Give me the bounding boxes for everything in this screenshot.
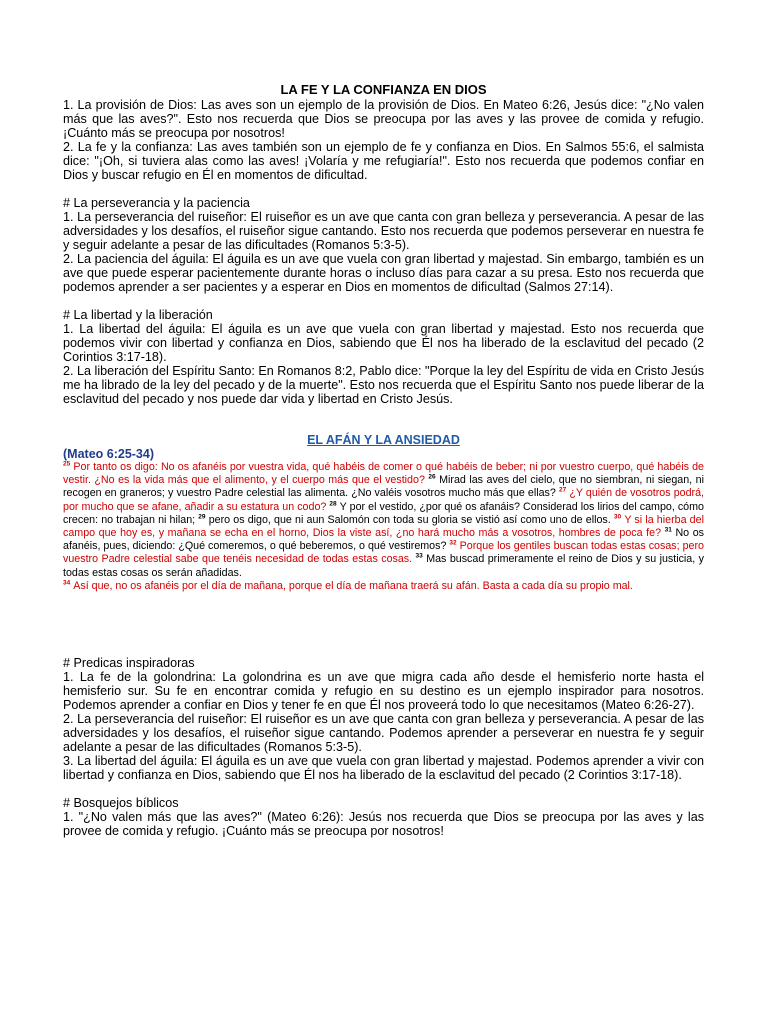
paragraph: 1. "¿No valen más que las aves?" (Mateo 6:26): Jesús nos recuerda que Dios se preocupa por las aves y las provee de comida y refugio. ¡Cuánto más se preocupa por nosotros! [63, 810, 704, 839]
section-heading: # Predicas inspiradoras [63, 656, 195, 671]
verse-number: 32 [449, 539, 457, 547]
paragraph: 2. La liberación del Espíritu Santo: En Romanos 8:2, Pablo dice: "Porque la ley del Espíritu de vida en Cristo Jesús me ha librado de la ley del pecado y de la muerte". Esto nos recuerda que el Espíritu Santo nos puede liberar de la esclavitud del pecado y nos puede dar vida y libertad en Cristo Jesús. [63, 364, 704, 406]
verse-text: Así que, no os afanéis por el día de mañana, porque el día de mañana traerá su afán. Basta a cada día su propio mal. [73, 579, 633, 592]
verse-number: 31 [664, 526, 672, 534]
verse-number: 27 [558, 486, 567, 494]
verse-text: Por tanto os digo: No os afanéis por vuestra vida, qué habéis de comer o qué habéis de beber; ni por vuestro cuerpo, qué habéis de vestir. ¿No es la vida más que el alimento, y el cuerpo más que el vestido? [63, 461, 704, 487]
paragraph: 2. La paciencia del águila: El águila es un ave que vuela con gran libertad y majestad. Sin embargo, también es un ave que puede esperar pacientemente durante horas o incluso días para cazar a su presa. Esto nos recuerda que podemos aprender a ser pacientes y a esperar en Dios en momentos de dificultad (Salmos 27:14). [63, 252, 704, 294]
section-heading: # La perseverancia y la paciencia [63, 196, 250, 210]
verse-number: 34 [63, 579, 71, 587]
verse-number: 25 [63, 460, 71, 468]
paragraph: 1. La libertad del águila: El águila es un ave que vuela con gran libertad y majestad. Esto nos recuerda que podemos vivir con libertad y confianza en Dios, sabiendo que Él nos ha liberado de la esclavitud del pecado (2 Corintios 3:17-18). [63, 322, 704, 364]
section-heading: # Bosquejos bíblicos [63, 796, 179, 811]
verse-text: pero os digo, que ni aun Salomón con toda su gloria se vistió así como uno de ellos. [208, 513, 611, 526]
verse-text: Mas buscad primeramente el reino de Dios y su justicia, y todas estas cosas os serán añadidas. [63, 553, 704, 579]
paragraph: 1. La perseverancia del ruiseñor: El ruiseñor es un ave que canta con gran belleza y perseverancia. A pesar de las adversidades y los desafíos, el ruiseñor sigue cantando. Esto nos recuerda que podemos perseverar en nuestra fe y seguir adelante a pesar de las dificultades (Romanos 5:3-5). [63, 210, 704, 252]
verse-number: 29 [198, 513, 206, 521]
paragraph: 1. La fe de la golondrina: La golondrina es un ave que migra cada año desde el hemisferio norte hasta el hemisferio sur. Su fe en encontrar comida y refugio en su destino es un ejemplo inspirador para nosotros. Podemos aprender a confiar en Dios y tener fe en que Él nos proveerá todo lo que necesitamos (Mateo 6:26-27). [63, 670, 704, 713]
document-page [63, 82, 704, 838]
verse-number: 26 [428, 473, 436, 481]
verse-text: Porque los gentiles buscan todas estas cosas; pero vuestro Padre celestial sabe que tenéis necesidad de todas estas cosas. [63, 540, 704, 566]
verse-text: No os afanéis, pues, diciendo: ¿Qué comeremos, o qué beberemos, o qué vestiremos? [63, 527, 704, 553]
verse-text: Y por el vestido, ¿por qué os afanáis? Considerad los lirios del campo, cómo crecen: no trabajan ni hilan; [63, 500, 704, 526]
paragraph: 3. La libertad del águila: El águila es un ave que vuela con gran libertad y majestad. Podemos aprender a vivir con libertad y confianza en Dios, sabiendo que Él nos ha liberado de la esclavitud del pecado (2 Corintios 3:17-18). [63, 754, 704, 783]
paragraph: 2. La fe y la confianza: Las aves también son un ejemplo de fe y confianza en Dios. En Salmos 55:6, el salmista dice: "¡Oh, si tuviera alas como las aves! ¡Volaría y me refugiaría!". Esto nos recuerda que podemos confiar en Dios y buscar refugio en Él en momentos de dificultad. [63, 140, 704, 182]
verse-text: ¿Y quién de vosotros podrá, por mucho que se afane, añadir a su estatura un codo? [63, 487, 704, 513]
document-title: LA FE Y LA CONFIANZA EN DIOS [280, 82, 487, 97]
paragraph: 1. La provisión de Dios: Las aves son un ejemplo de la provisión de Dios. En Mateo 6:26, Jesús dice: "¿No valen más que las aves?". Esto nos recuerda que Dios se preocupa por las aves y las provee de comida y refugio. ¡Cuánto más se preocupa por nosotros! [63, 98, 704, 140]
bible-reference: (Mateo 6:25-34) [63, 447, 154, 461]
verse-text: Y si la hierba del campo que hoy es, y mañana se echa en el horno, Dios la viste así, ¿no hará mucho más a vosotros, hombres de poca fe? [63, 513, 704, 540]
verse-number: 33 [415, 552, 423, 560]
afan-section [63, 433, 704, 593]
verse-number: 28 [329, 500, 337, 508]
section-heading: # La libertad y la liberación [63, 308, 213, 322]
verses-block [63, 461, 704, 593]
paragraph: 2. La perseverancia del ruiseñor: El ruiseñor es un ave que canta con gran belleza y perseverancia. A pesar de las adversidades y los desafíos, el ruiseñor sigue cantando. Podemos aprender a perseverar en nuestra fe y seguir adelante a pesar de las dificultades (Romanos 5:3-5). [63, 712, 704, 755]
verse-text: Mirad las aves del cielo, que no siembran, ni siegan, ni recogen en graneros; y vuestro Padre celestial las alimenta. ¿No valéis vosotros mucho más que ellas? [63, 474, 704, 500]
intro-section [63, 98, 704, 406]
section-title-link[interactable]: EL AFÁN Y LA ANSIEDAD [307, 433, 460, 447]
verse-number: 30 [613, 513, 622, 521]
closing-section [63, 656, 704, 838]
